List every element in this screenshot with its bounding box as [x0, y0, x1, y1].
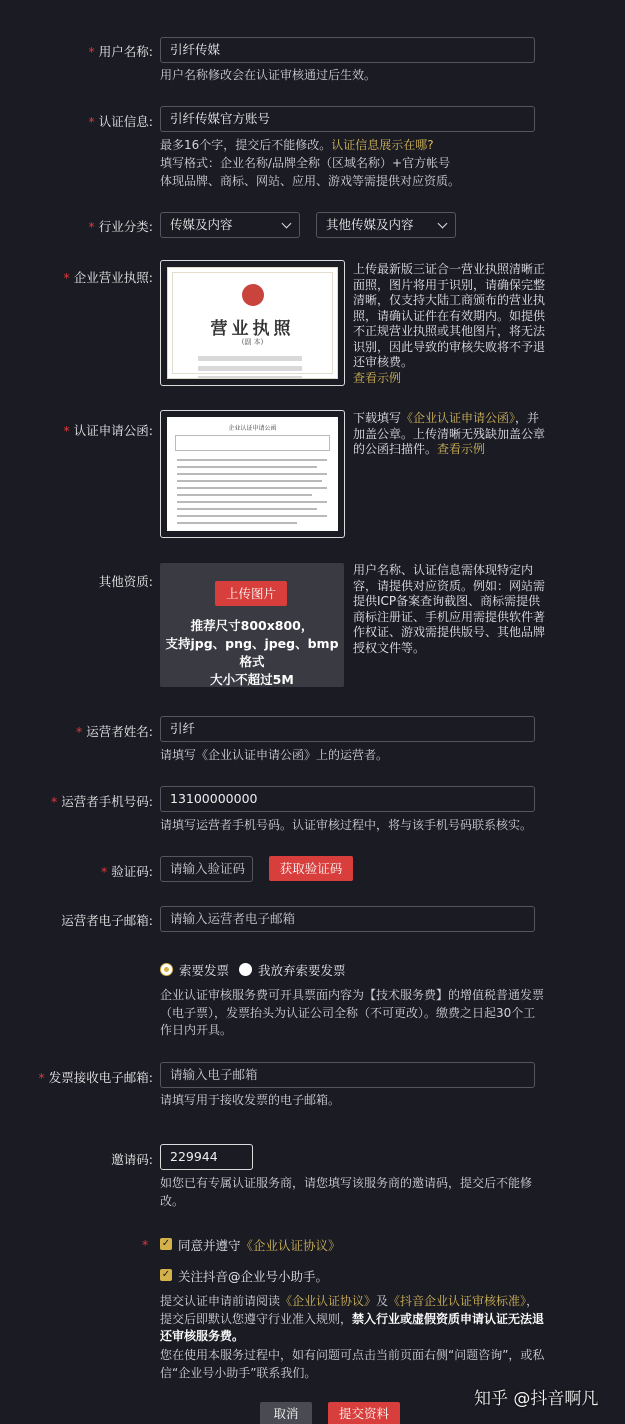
license-preview-image [167, 267, 338, 379]
license-text-line [198, 356, 302, 361]
application-text-line [177, 508, 317, 510]
chevron-down-icon [438, 219, 448, 229]
upload-image-button[interactable]: 上传图片 [215, 581, 287, 606]
notice-standard-link[interactable]: 《抖音企业认证审核标准》 [388, 1294, 527, 1308]
invoice-decline-label[interactable]: 我放弃索要发票 [258, 963, 346, 978]
industry-primary-select[interactable]: 传媒及内容 [160, 212, 300, 238]
verify-label: * 验证码: [101, 864, 153, 879]
invoice-request-label[interactable]: 索要发票 [179, 963, 230, 978]
invoice-email-hint: 请填写用于接收发票的电子邮箱。 [160, 1093, 341, 1107]
cert-info-label: * 认证信息: [88, 114, 153, 129]
cert-info-hint: 最多16个字，提交后不能修改。认证信息展示在哪? [160, 138, 434, 152]
license-text-line [198, 376, 302, 379]
other-label: 其他资质: [98, 574, 153, 589]
application-desc: 下载填写《企业认证申请公函》，并加盖公章。上传清晰无残缺加盖公章的公函扫描件。查看示例 [353, 411, 546, 456]
cert-info-format-hint: 填写格式：企业名称/品牌全称（区域名称）+官方帐号 [160, 156, 451, 170]
license-example-link[interactable]: 查看示例 [353, 370, 402, 385]
license-doc-sub: (副 本) [241, 338, 264, 346]
application-text-line [177, 494, 312, 496]
application-text-line [177, 473, 327, 475]
license-label: * 企业营业执照: [63, 270, 153, 285]
application-text-line [177, 459, 327, 461]
application-doc-title: 企业认证申请公函 [228, 425, 277, 432]
invite-hint: 如您已有专属认证服务商，请您填写该服务商的邀请码，提交后不能修改。 [160, 1176, 533, 1208]
operator-name-hint: 请填写《企业认证申请公函》上的运营者。 [160, 748, 389, 762]
get-verify-code-button[interactable]: 获取验证码 [269, 856, 353, 881]
application-template-link[interactable]: 《企业认证申请公函》 [401, 411, 516, 425]
follow-checkbox[interactable]: ✓ [161, 1269, 171, 1280]
agreement-link[interactable]: 《企业认证协议》 [240, 1238, 341, 1253]
verify-code-input[interactable]: 请输入验证码 [160, 856, 253, 882]
chevron-down-icon [282, 219, 292, 229]
industry-label: * 行业分类: [88, 219, 153, 234]
application-text-line [177, 487, 327, 489]
notice-agreement-link[interactable]: 《企业认证协议》 [280, 1294, 377, 1308]
username-input[interactable]: 引纤传媒 [160, 37, 535, 63]
application-upload-box[interactable] [160, 410, 345, 538]
username-hint: 用户名称修改会在认证审核通过后生效。 [160, 68, 377, 82]
invoice-desc: 企业认证审核服务费可开具票面内容为【技术服务费】的增值税普通发票（电子票），发票抬头为认证公司全称（不可更改）。缴费之日起30个工作日内开具。 [160, 988, 545, 1037]
application-table [175, 435, 330, 451]
other-upload-area[interactable] [160, 563, 344, 687]
agree-checkbox[interactable]: ✓ [161, 1238, 171, 1249]
application-example-link[interactable]: 查看示例 [437, 442, 486, 456]
application-text-line [177, 480, 322, 482]
agreement-notice: 提交认证申请前请阅读《企业认证协议》及《抖音企业认证审核标准》，提交后即默认您遵守行业准入规则，禁入行业或虚假资质申请认证无法退还审核服务费。 [160, 1294, 545, 1343]
industry-secondary-select[interactable]: 其他传媒及内容 [316, 212, 456, 238]
cert-info-display-link[interactable]: 认证信息展示在哪? [331, 138, 434, 152]
application-text-line [177, 515, 327, 517]
cert-info-input[interactable]: 引纤传媒官方账号 [160, 106, 535, 132]
invoice-email-label: * 发票接收电子邮箱: [38, 1070, 153, 1085]
invite-code-input[interactable]: 229944 [160, 1144, 253, 1170]
application-text-line [177, 501, 327, 503]
operator-phone-label: * 运营者手机号码: [51, 794, 153, 809]
operator-phone-hint: 请填写运营者手机号码。认证审核过程中，将与该手机号码联系核实。 [160, 818, 533, 832]
cancel-button[interactable]: 取消 [260, 1402, 312, 1424]
invoice-request-radio[interactable] [160, 963, 173, 976]
other-desc: 用户名称、认证信息需体现特定内容，请提供对应资质。例如：网站需提供ICP备案查询截图、商标需提供商标注册证、手机应用需提供软件著作权证、游戏需提供版号、其他品牌授权文件等。 [353, 563, 546, 655]
operator-email-label: 运营者电子邮箱: [61, 913, 153, 928]
invoice-email-input[interactable]: 请输入电子邮箱 [160, 1062, 535, 1088]
operator-email-input[interactable]: 请输入运营者电子邮箱 [160, 906, 535, 932]
application-text-line [177, 466, 317, 468]
upload-requirements: 推荐尺寸800x800， 支持jpg、png、jpeg、bmp格式 大小不超过5M [165, 618, 339, 687]
application-preview-image [167, 417, 338, 531]
operator-name-input[interactable]: 引纤 [160, 716, 535, 742]
watermark: 知乎 @抖音啊凡 [474, 1389, 599, 1409]
invite-label: 邀请码: [111, 1152, 153, 1167]
license-upload-box[interactable] [160, 260, 345, 386]
follow-label: 关注抖音@企业号小助手。 [178, 1269, 329, 1284]
application-text-line [177, 522, 297, 524]
operator-name-label: * 运营者姓名: [76, 724, 153, 739]
help-notice: 您在使用本服务过程中，如有问题可点击当前页面右侧“问题咨询”，或私信“企业号小助手”联系我们。 [160, 1348, 545, 1380]
agreement-required-mark: * [142, 1237, 149, 1252]
submit-button[interactable]: 提交资料 [328, 1402, 400, 1424]
application-label: * 认证申请公函: [63, 423, 153, 438]
license-text-line [198, 366, 302, 371]
agree-label: 同意并遵守《企业认证协议》 [178, 1238, 341, 1253]
radio-dot [164, 967, 169, 972]
national-emblem-icon [242, 284, 264, 306]
license-desc: 上传最新版三证合一营业执照清晰正面照，图片将用于识别，请确保完整清晰，仅支持大陆工商颁布的营业执照，请确认证件在有效期内。如提供不正规营业执照或其他图片，将无法识别，因此导致的审核失败将不予退还审核费。 查看示例 [353, 262, 546, 385]
operator-phone-input[interactable]: 13100000000 [160, 786, 535, 812]
username-label: * 用户名称: [88, 44, 153, 59]
cert-info-qualify-hint: 体现品牌、商标、网站、应用、游戏等需提供对应资质。 [160, 174, 461, 188]
invoice-decline-radio[interactable] [239, 963, 252, 976]
license-doc-title: 营业执照 [210, 319, 295, 339]
